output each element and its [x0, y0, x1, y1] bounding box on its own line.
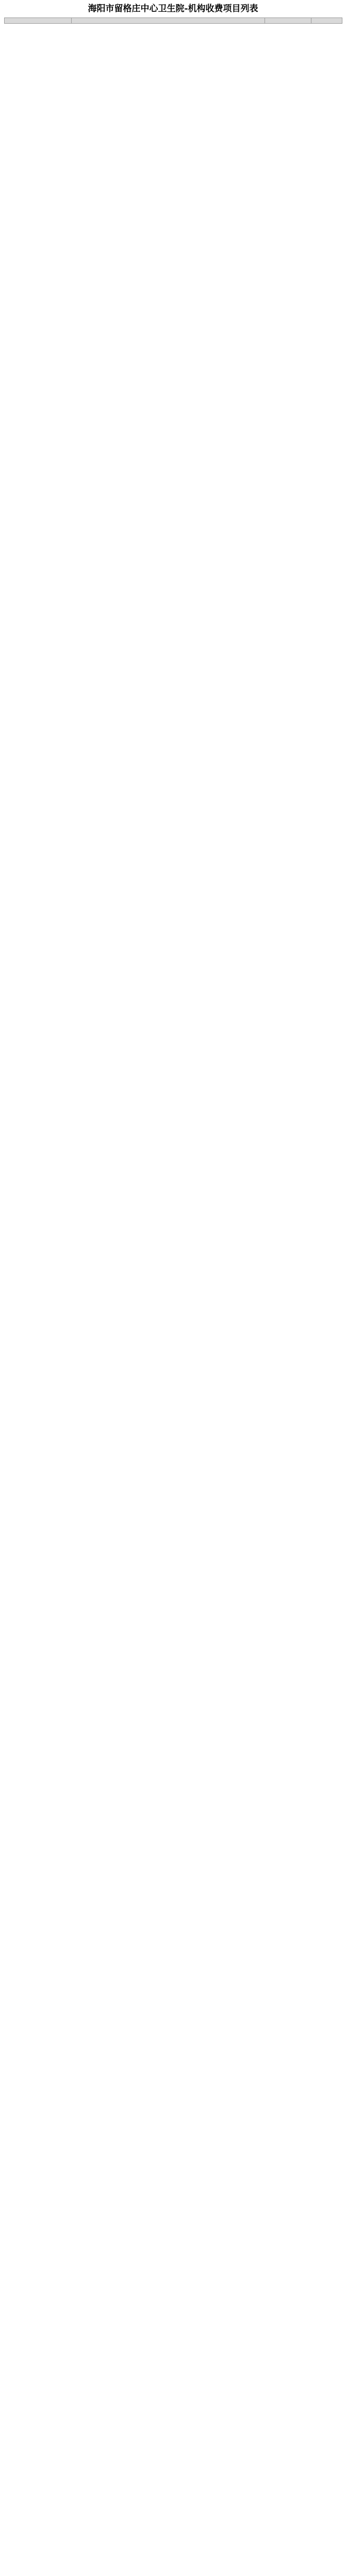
column-header-price	[311, 18, 342, 24]
column-header-unit	[265, 18, 311, 24]
page-title: 海阳市留格庄中心卫生院-机构收费项目列表	[88, 4, 258, 14]
column-header-code	[5, 18, 72, 24]
table-header-row	[5, 18, 342, 24]
fee-items-table	[4, 18, 342, 24]
column-header-name	[72, 18, 265, 24]
